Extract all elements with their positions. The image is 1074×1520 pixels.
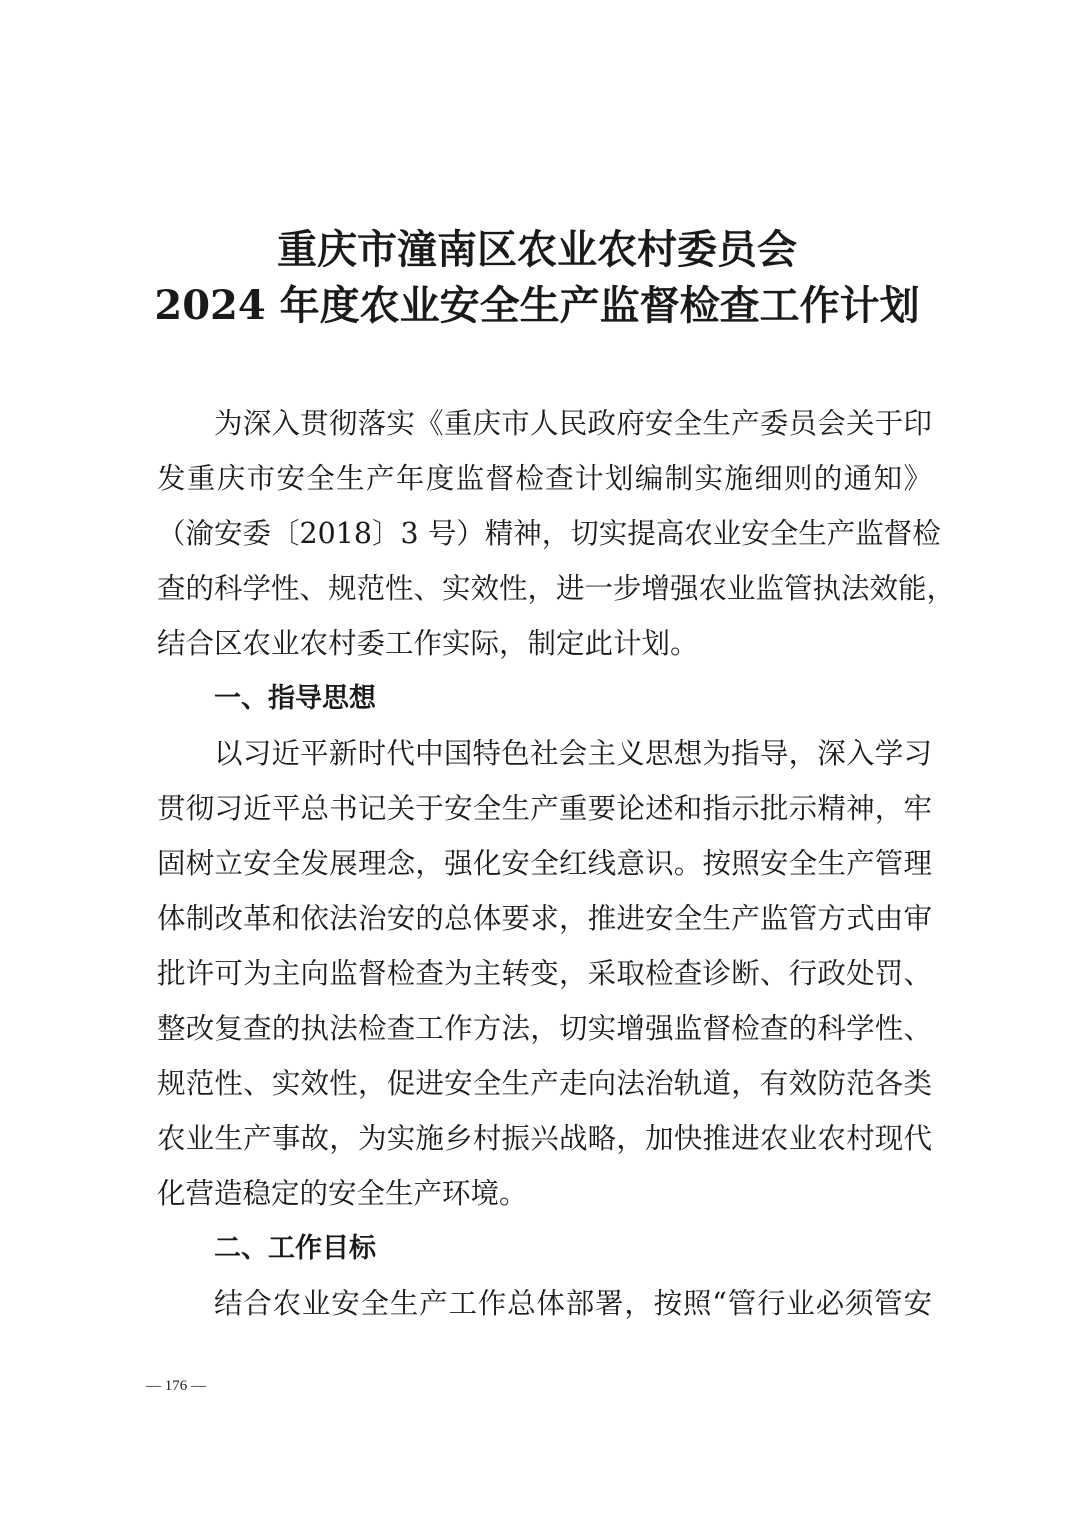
section2-line: 结合农业安全生产工作总体部署，按照“管行业必须管安 xyxy=(214,1287,932,1320)
section1-line: 体制改革和依法治安的总体要求，推进安全生产监管方式由审 xyxy=(157,902,932,935)
intro-line: 发重庆市安全生产年度监督检查计划编制实施细则的通知》 xyxy=(157,462,932,495)
document-title xyxy=(0,222,1074,334)
section1-line: 规范性、实效性，促进安全生产走向法治轨道，有效防范各类 xyxy=(157,1067,932,1100)
section1-line: 贯彻习近平总书记关于安全生产重要论述和指示批示精神，牢 xyxy=(157,792,932,825)
section-heading-work-goals: 二、工作目标 xyxy=(214,1233,376,1264)
section-heading-guiding-ideology: 一、指导思想 xyxy=(214,683,376,714)
title-line-1: 重庆市潼南区农业农村委员会 xyxy=(277,226,797,273)
title-line-2: 2024 年度农业安全生产监督检查工作计划 xyxy=(154,282,920,329)
section1-line: 以习近平新时代中国特色社会主义思想为指导，深入学习 xyxy=(214,737,932,770)
intro-line: 查的科学性、规范性、实效性，进一步增强农业监管执法效能， xyxy=(157,572,956,605)
section1-line: 农业生产事故，为实施乡村振兴战略，加快推进农业农村现代 xyxy=(157,1122,932,1155)
section1-line: 批许可为主向监督检查为主转变，采取检查诊断、行政处罚、 xyxy=(157,957,932,990)
section1-line: 固树立安全发展理念，强化安全红线意识。按照安全生产管理 xyxy=(157,847,932,880)
intro-line: 结合区农业农村委工作实际，制定此计划。 xyxy=(157,627,699,660)
document-body xyxy=(157,396,956,1331)
section1-line: 整改复查的执法检查工作方法，切实增强监督检查的科学性、 xyxy=(157,1012,932,1045)
intro-line: 为深入贯彻落实《重庆市人民政府安全生产委员会关于印 xyxy=(214,407,932,440)
intro-line: （渝安委〔2018〕3 号）精神，切实提高农业安全生产监督检 xyxy=(157,517,941,550)
page-number: — 176 — xyxy=(146,1378,206,1394)
section1-line: 化营造稳定的安全生产环境。 xyxy=(157,1177,528,1210)
